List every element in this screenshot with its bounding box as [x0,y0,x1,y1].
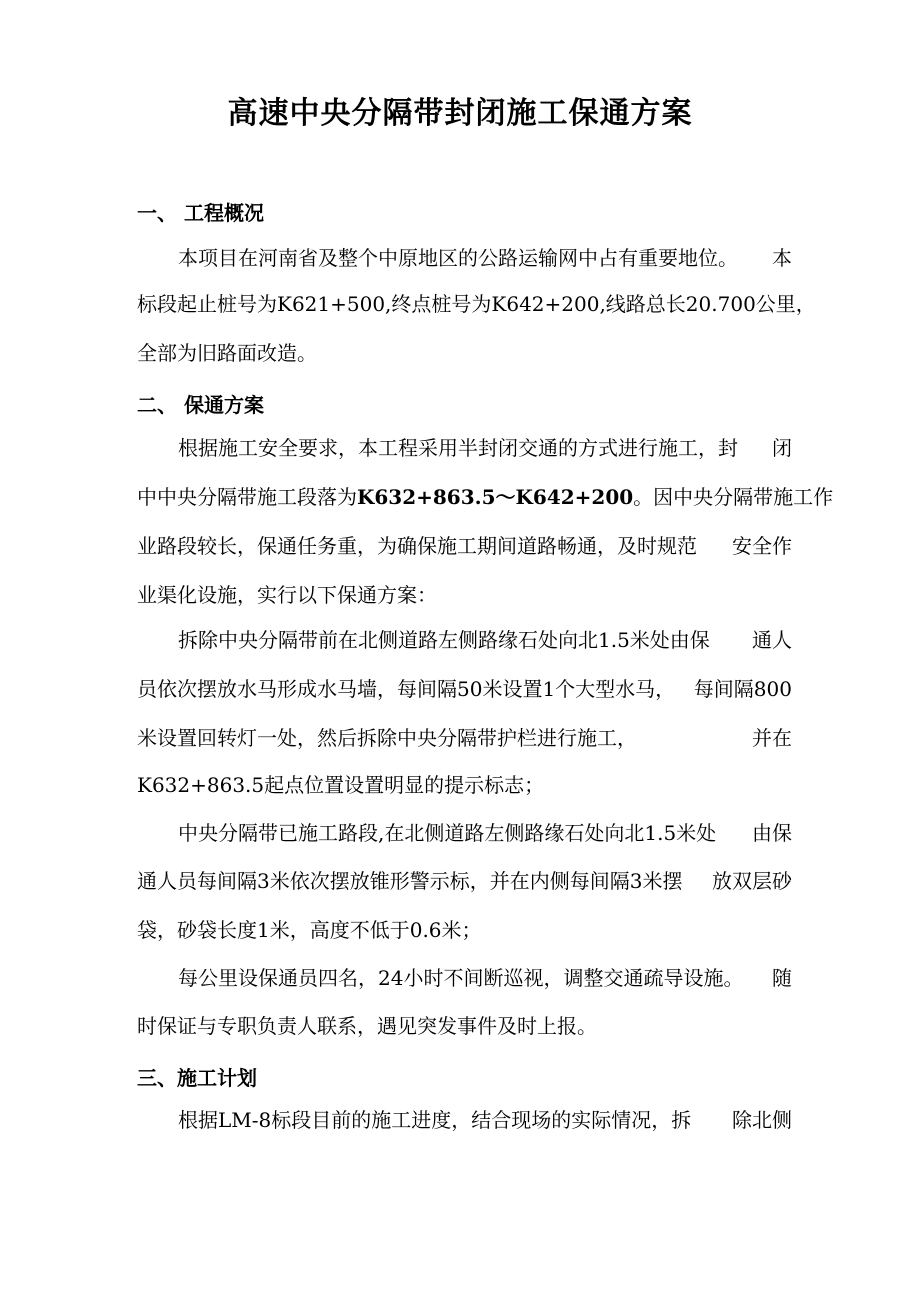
line-text: 闭 [772,436,792,460]
line-text: 由保 [752,821,792,845]
paragraph-line [137,724,792,752]
line-text: 放双层砂 [712,869,792,893]
paragraph-line [178,626,792,654]
line-text: 根据施工安全要求，本工程采用半封闭交通的方式进行施工，封 [178,436,738,460]
paragraph-line [137,867,792,895]
line-text: 业路段较长，保通任务重，为确保施工期间道路畅通，及时规范 [137,534,697,558]
line-text: 员依次摆放水马形成水马墙，每间隔50米设置1个大型水马， [137,677,676,701]
paragraph-line [137,1012,792,1040]
line-text: 全部为旧路面改造。 [137,341,317,365]
paragraph-line [178,244,792,272]
section-heading-traffic-plan: 二、 保通方案 [137,393,264,417]
paragraph-line [137,290,816,318]
paragraph-line [178,434,792,462]
line-text: 公里， [755,292,816,316]
line-text: 中央分隔带已施工路段,在北侧道路左侧路缘石处向北1.5米处 [178,821,717,845]
line-text: 时保证与专职负责人联系，遇见突发事件及时上报。 [137,1014,597,1038]
line-text: 本项目在河南省及整个中原地区的公路运输网中占有重要地位。 [178,246,738,270]
line-text: 并在 [752,726,792,750]
line-text-part: 。因中央分隔带施 [633,485,794,509]
section-heading-construction-plan: 三、施工计划 [137,1066,257,1090]
paragraph-line [178,819,792,847]
line-text: 每间隔800 [693,677,792,701]
paragraph-line [137,675,792,703]
line-text: 除北侧 [732,1108,792,1132]
line-text: 随 [772,966,792,990]
line-text: 通人员每间隔3米依次摆放锥形警示标，并在内侧每间隔3米摆 [137,869,683,893]
paragraph-line [137,581,792,609]
paragraph-line [137,532,792,560]
section-heading-overview: 一、 工程概况 [137,201,264,225]
line-text: 业渠化设施，实行以下保通方案： [137,583,437,607]
document-title: 高速中央分隔带封闭施工保通方案 [227,96,693,131]
line-text: 米设置回转灯一处，然后拆除中央分隔带护栏进行施工， [137,726,637,750]
line-text: 袋，砂袋长度1米，高度不低于0.6米； [137,918,482,942]
line-text: 工作 [793,485,834,509]
line-text [137,483,793,511]
line-text: 本 [772,246,792,270]
line-text: K632+863.5起点位置设置明显的提示标志； [137,773,545,797]
line-text: 标段起止桩号为K621+500,终点桩号为K642+200,线路总长20.700 [137,292,756,316]
paragraph-line [137,339,792,367]
line-text: 拆除中央分隔带前在北侧道路左侧路缘石处向北1.5米处由保 [178,628,710,652]
paragraph-line [137,916,792,944]
line-text: 每公里设保通员四名，24小时不间断巡视，调整交通疏导设施。 [178,966,744,990]
paragraph-line [178,964,792,992]
stake-range: K632+863.5～K642+200 [357,485,634,509]
line-text: 根据LM-8标段目前的施工进度，结合现场的实际情况，拆 [178,1108,692,1132]
paragraph-line [137,483,834,511]
line-text: 通人 [752,628,792,652]
paragraph-line [137,771,792,799]
line-text-part: 中中央分隔带施工段落为 [137,485,357,509]
line-text: 安全作 [732,534,792,558]
paragraph-line [178,1106,792,1134]
